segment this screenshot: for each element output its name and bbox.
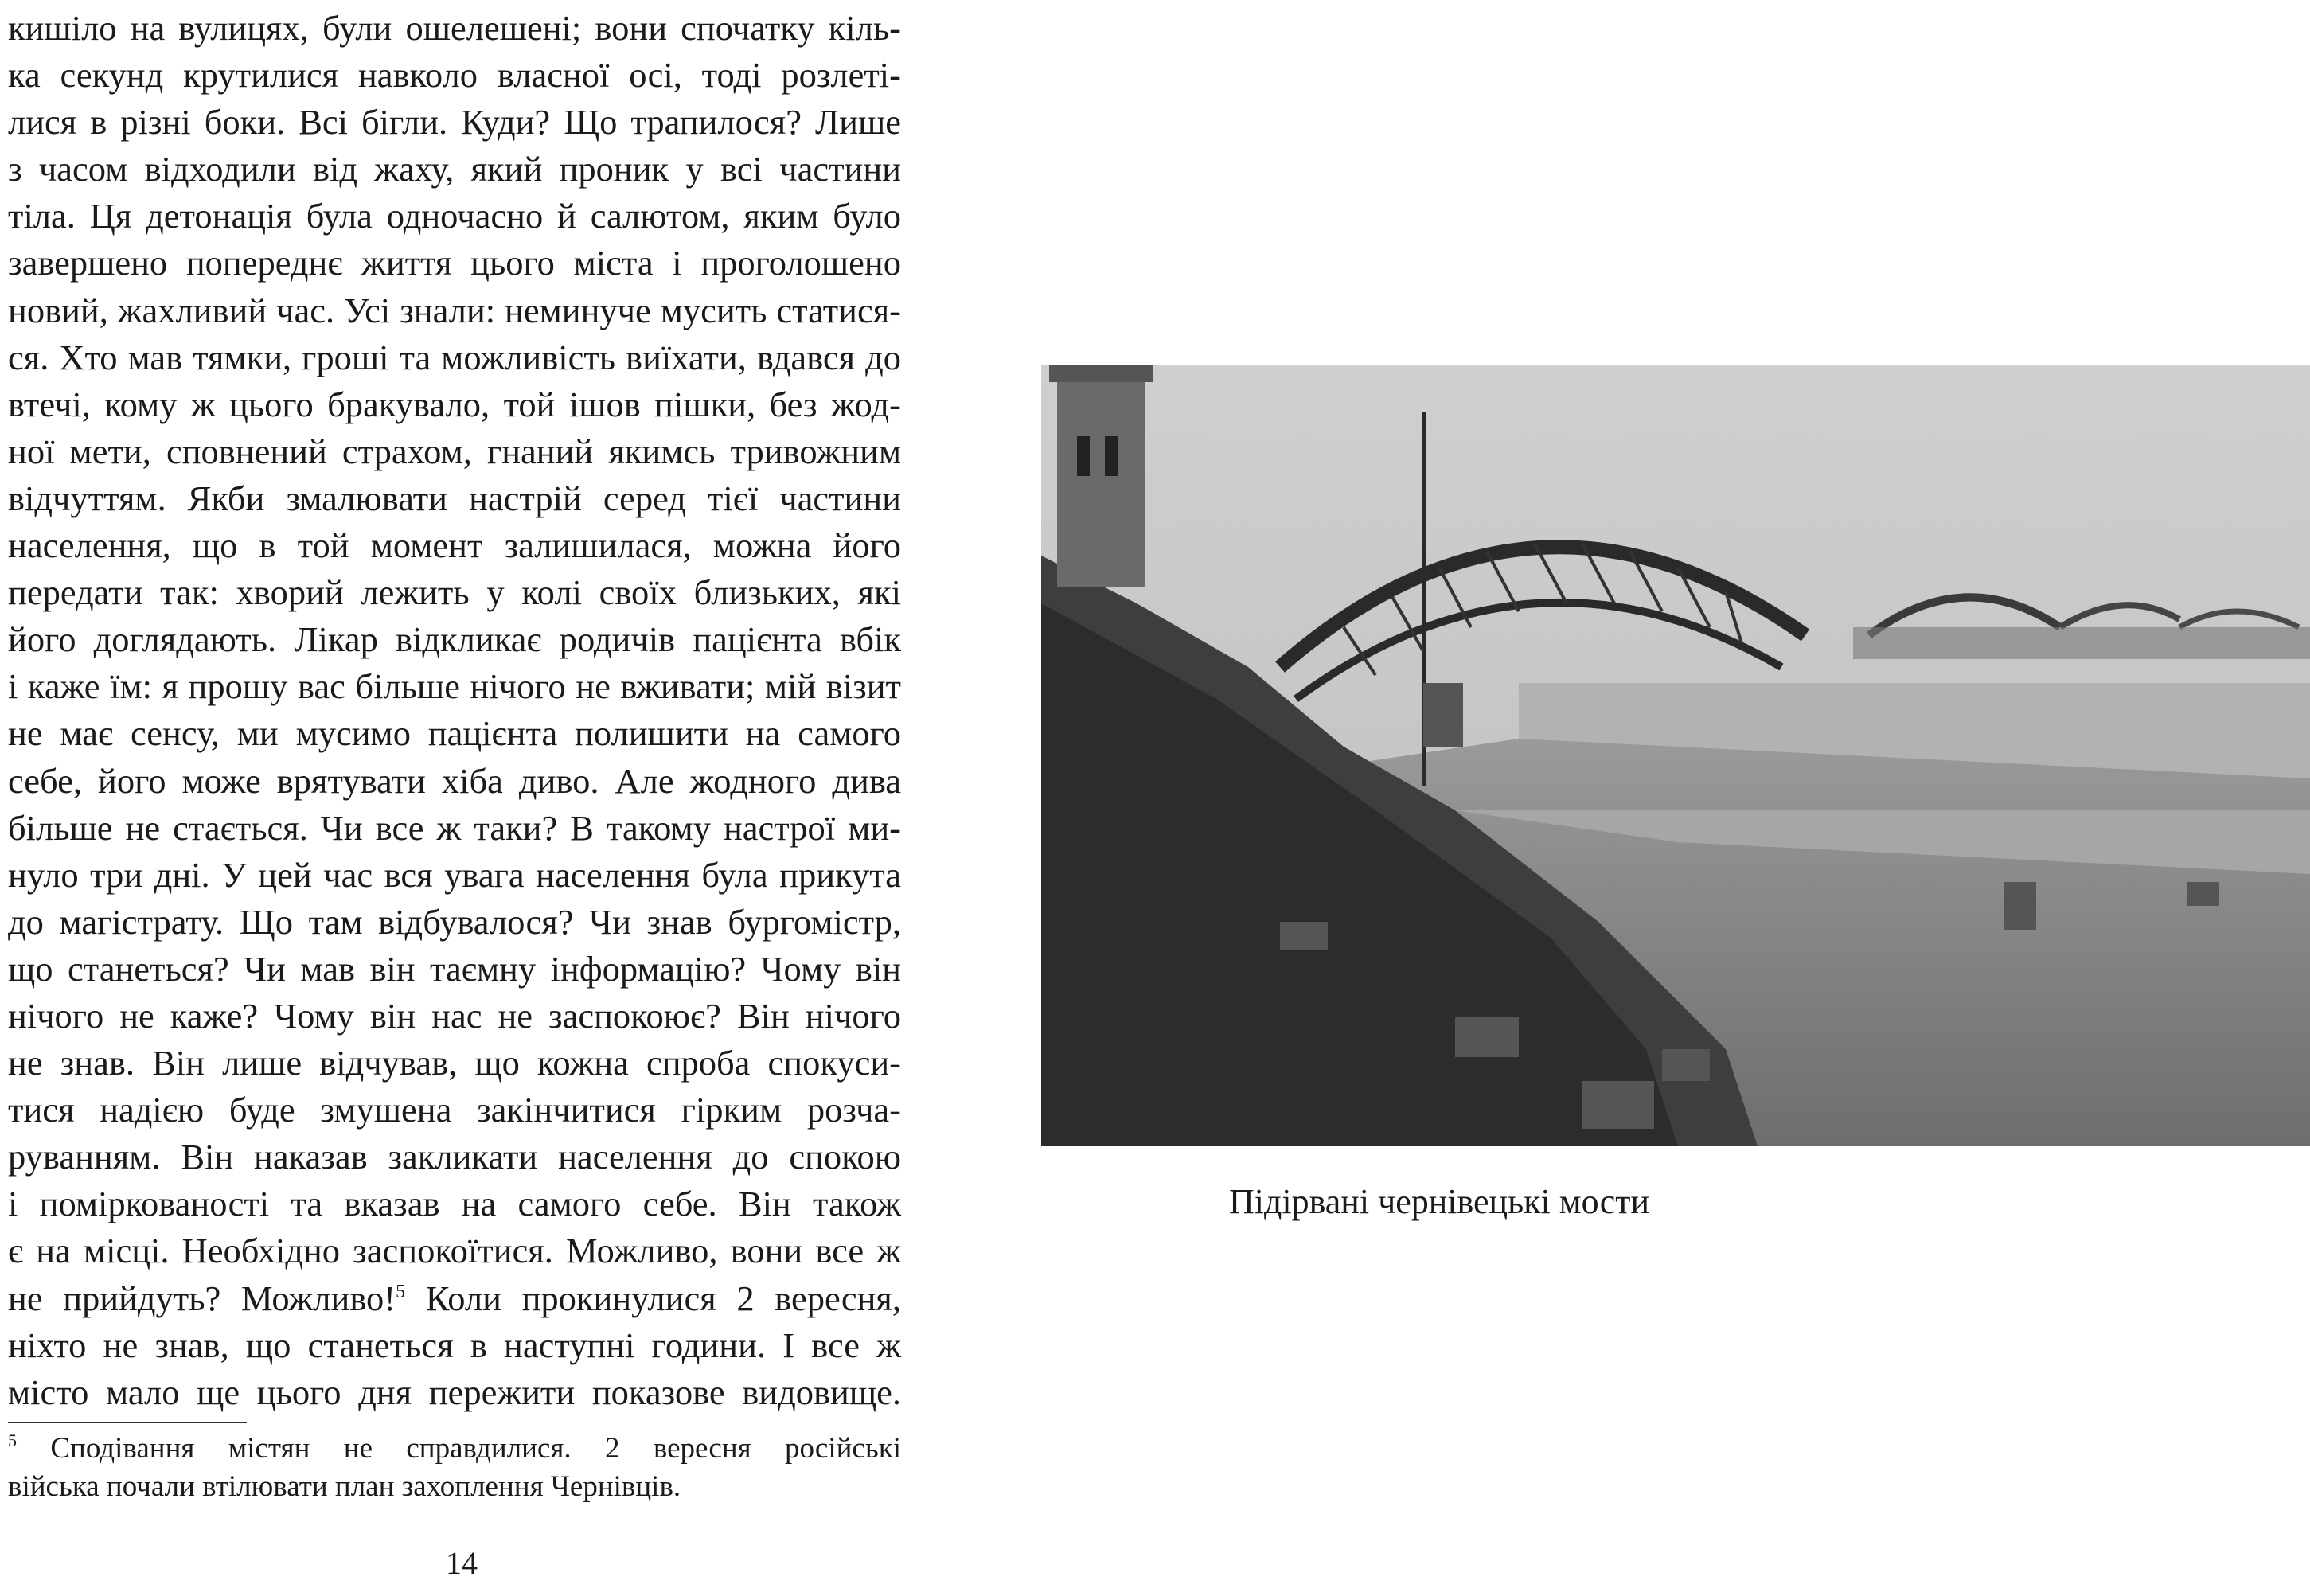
text-line: не має сенсу, ми мусимо пацієнта полишити на самого [8, 713, 901, 754]
text-line: його доглядають. Лікар відкликає родичів пацієнта вбік [8, 619, 901, 660]
text-line: ся. Хто мав тямки, гроші та можливість виїхати, вдався до [8, 337, 901, 377]
bridge-photograph [1041, 365, 2310, 1146]
text-line: місто мало ще цього дня пережити показове видовище. [8, 1372, 901, 1412]
footnote-divider [8, 1422, 247, 1423]
text-line: і поміркованості та вказав на самого себе. Він також [8, 1184, 901, 1224]
text-line: кишіло на вулицях, були ошелешені; вони спочатку кіль- [8, 8, 901, 48]
text-line: до магістрату. Що там відбувалося? Чи знав бургомістр, [8, 901, 901, 942]
text-line: не знав. Він лише відчував, що кожна спроба спокуси- [8, 1043, 901, 1083]
photo-caption: Підірвані чернівецькі мости [1228, 1182, 1650, 1221]
text-line: є на місці. Необхідно заспокоїтися. Можливо, вони все ж [8, 1231, 901, 1271]
footnote-marker: 5 [8, 1430, 17, 1450]
text-line: лися в різні боки. Всі бігли. Куди? Що трапилося? Лише [8, 102, 901, 142]
text-line: ної мети, сповнений страхом, гнаний якимсь тривожним [8, 431, 901, 471]
body-text [8, 5, 901, 1416]
footnote-line [8, 1430, 901, 1468]
text-line: руванням. Він наказав закликати населення до спокою [8, 1137, 901, 1177]
text-line: нічого не каже? Чому він нас не заспокоює? Він нічого [8, 995, 901, 1036]
footnote [8, 1430, 901, 1506]
text-line: передати так: хворий лежить у колі своїх близьких, які [8, 572, 901, 613]
text-line: відчуттям. Якби змалювати настрій серед тієї частини [8, 478, 901, 518]
page-number: 14 [446, 1545, 478, 1581]
text-fragment: Коли прокинулися 2 вересня, [405, 1278, 901, 1318]
text-fragment: не прийдуть? Можливо! [8, 1278, 396, 1318]
text-line: населення, що в той момент залишилася, можна його [8, 525, 901, 566]
text-line: нуло три дні. У цей час вся увага населення була прикута [8, 854, 901, 895]
text-line: себе, його може врятувати хіба диво. Але жодного дива [8, 760, 901, 801]
footnote-text: Сподівання містян не справдилися. 2 вересня російські [17, 1432, 901, 1465]
left-text-page [8, 0, 901, 1596]
text-line: що станеться? Чи мав він таємну інформацію? Чому він [8, 948, 901, 989]
text-line: тіла. Ця детонація була одночасно й салютом, яким було [8, 196, 901, 236]
text-line: ніхто не знав, що станеться в наступні години. І все ж [8, 1325, 901, 1365]
text-line: новий, жахливий час. Усі знали: неминуче мусить статися- [8, 290, 901, 330]
text-line: ка секунд крутилися навколо власної осі, тоді розлеті- [8, 55, 901, 96]
text-line-with-footnote-ref [8, 1275, 901, 1322]
text-line: завершено попереднє життя цього міста і проголошено [8, 243, 901, 283]
text-line: з часом відходили від жаху, який проник у всі частини [8, 149, 901, 189]
text-line: і каже їм: я прошу вас більше нічого не вживати; мій візит [8, 666, 901, 707]
footnote-line: війська почали втілювати план захоплення Чернівців. [8, 1470, 681, 1503]
text-line: тися надією буде змушена закінчитися гірким розча- [8, 1090, 901, 1130]
text-line: більше не стається. Чи все ж таки? В такому настрої ми- [8, 807, 901, 848]
text-line: втечі, кому ж цього бракувало, той ішов пішки, без жод- [8, 384, 901, 424]
footnote-reference: 5 [396, 1281, 406, 1302]
